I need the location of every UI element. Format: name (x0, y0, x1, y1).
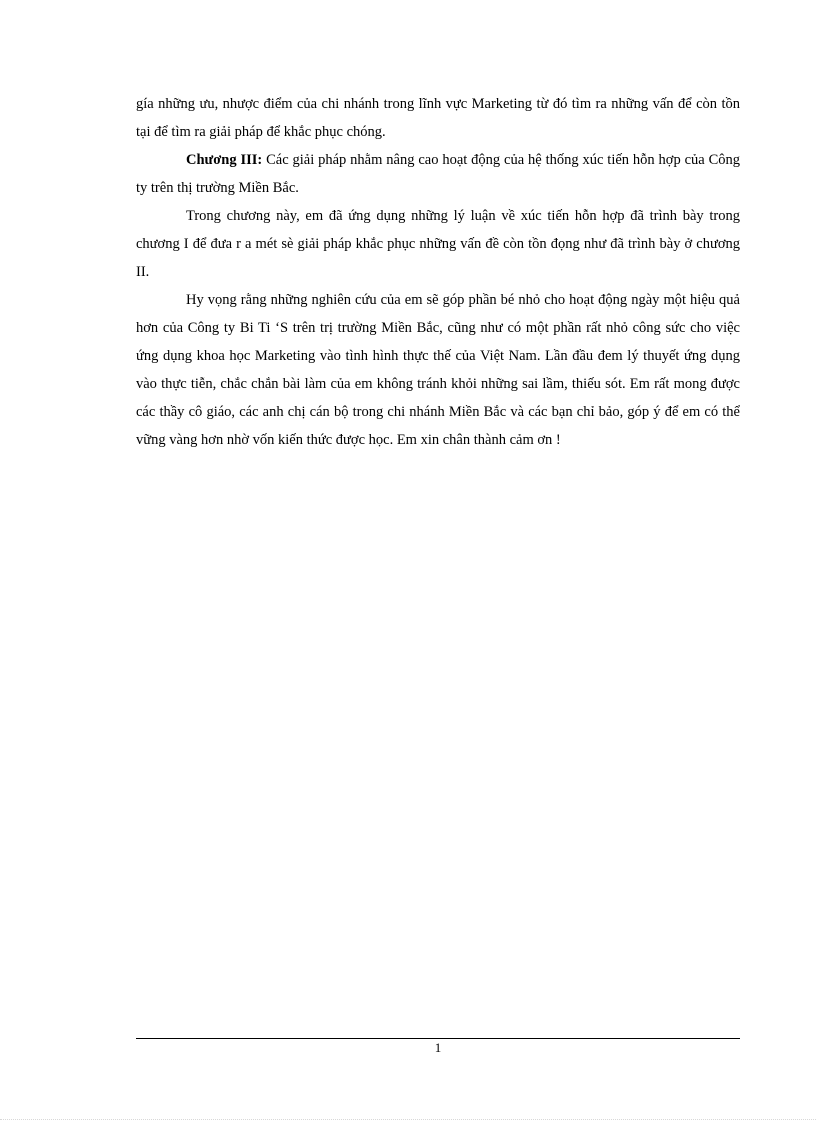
paragraph-chapter-summary: Trong chương này, em đã ứng dụng những lý luận về xúc tiến hỗn hợp đã trình bày trong chương I để đưa r a mét sè giải pháp khắc phục những vấn đề còn tồn đọng như đã trình bày ở chương II. (136, 208, 740, 280)
page-edge (0, 1119, 816, 1120)
body-text (136, 90, 740, 454)
paragraph-continuation: gía những ưu, nhược điểm của chi nhánh trong lĩnh vực Marketing từ đó tìm ra những vấn để còn tồn tại để tìm ra giải pháp để khắc phục chóng. (136, 96, 740, 140)
paragraph-closing: Hy vọng rằng những nghiên cứu của em sẽ góp phần bé nhỏ cho hoạt động ngày một hiệu quả hơn của Công ty Bi Ti ‘S trên trị trường Miền Bắc, cũng như có một phần rất nhỏ công sức cho việc ứng dụng khoa học Marketing vào tình hình thực thế của Việt Nam. Lần đầu đem lý thuyết ứng dụng vào thực tiễn, chắc chắn bài làm của em không tránh khỏi những sai lầm, thiếu sót. Em rất mong được các thầy cô giáo, các anh chị cán bộ trong chi nhánh Miền Bắc và các bạn chỉ bảo, góp ý để em có thể vững vàng hơn nhờ vốn kiến thức được học. Em xin chân thành cảm ơn ! (136, 292, 740, 448)
page-number: 1 (434, 1040, 442, 1055)
footer-divider (136, 1038, 740, 1039)
chapter-description: Các giải pháp nhằm nâng cao hoạt động của hệ thống xúc tiến hỗn hợp của Công ty trên thị trường Miền Bắc. (136, 152, 740, 196)
chapter-heading: Chương III: (186, 152, 263, 168)
paragraph-chapter-3 (136, 146, 740, 202)
